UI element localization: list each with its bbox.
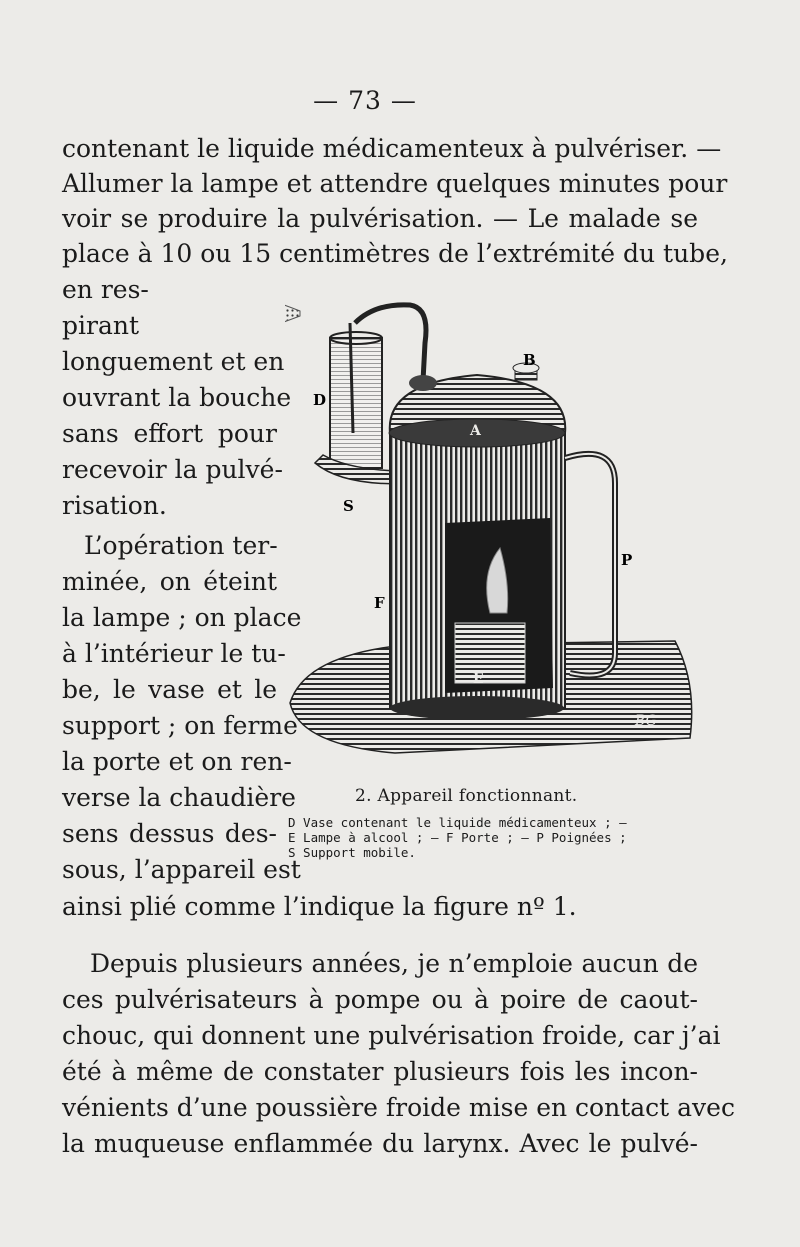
- page-number: — 73 —: [313, 86, 417, 115]
- text-line: ces pulvérisateurs à pompe ou à poire de caout-: [62, 985, 698, 1014]
- text-line: sans effort pour: [62, 419, 277, 448]
- text-line: longuement et en: [62, 347, 285, 376]
- vapor-cloud: [285, 288, 300, 344]
- label-a: A: [470, 423, 481, 439]
- legend-line: E Lampe à alcool ; — F Porte ; — P Poignées ;: [288, 830, 627, 845]
- text-line: ouvrant la bouche: [62, 383, 292, 412]
- text-line: sens dessus des-: [62, 819, 277, 848]
- label-e: E: [473, 671, 484, 687]
- text-line: recevoir la pulvé-: [62, 455, 283, 484]
- label-p: P: [621, 551, 633, 569]
- text-line: la lampe ; on place: [62, 603, 302, 632]
- legend-line: D Vase contenant le liquide médicamenteux ; —: [288, 815, 627, 830]
- text-line: pirant: [62, 311, 140, 340]
- text-line: Depuis plusieurs années, je n’emploie aucun de: [90, 949, 698, 978]
- text-line: support ; on ferme: [62, 711, 298, 740]
- figure-caption: 2. Appareil fonctionnant.: [355, 786, 578, 806]
- text-line: L’opération ter-: [84, 531, 278, 560]
- label-d: D: [313, 391, 327, 409]
- lamp-e: [455, 623, 525, 683]
- text-line: contenant le liquide médicamenteux à pulvériser. —: [62, 134, 722, 163]
- text-line: risation.: [62, 491, 167, 520]
- text-line: en res-: [62, 275, 149, 304]
- label-b: B: [523, 351, 536, 369]
- text-line: vénients d’une poussière froide mise en contact avec: [62, 1093, 735, 1122]
- text-line: place à 10 ou 15 centimètres de l’extrémité du tube,: [62, 239, 728, 268]
- figure-legend: [288, 815, 700, 860]
- text-line: la porte et on ren-: [62, 747, 292, 776]
- text-line: sous, l’appareil est: [62, 855, 301, 884]
- label-s: S: [343, 497, 354, 515]
- text-line: Allumer la lampe et attendre quelques minutes pour: [62, 169, 728, 198]
- text-line: verse la chaudière: [62, 783, 296, 812]
- engraver-signature: BG: [635, 713, 657, 729]
- text-line: chouc, qui donnent une pulvérisation froide, car j’ai: [62, 1021, 721, 1050]
- text-line: minée, on éteint: [62, 567, 277, 596]
- label-f: F: [374, 594, 385, 612]
- text-line: à l’intérieur le tu-: [62, 639, 286, 668]
- text-line: la muqueuse enflammée du larynx. Avec le pulvé-: [62, 1129, 698, 1158]
- text-line: été à même de constater plusieurs fois les incon-: [62, 1057, 698, 1086]
- legend-line: S Support mobile.: [288, 845, 416, 860]
- text-line: ainsi plié comme l’indique la figure nº 1.: [62, 892, 577, 921]
- apparatus-engraving: [285, 283, 700, 768]
- vase-d: [330, 338, 382, 468]
- text-line: voir se produire la pulvérisation. — Le malade se: [62, 204, 698, 233]
- text-line: be, le vase et le: [62, 675, 277, 704]
